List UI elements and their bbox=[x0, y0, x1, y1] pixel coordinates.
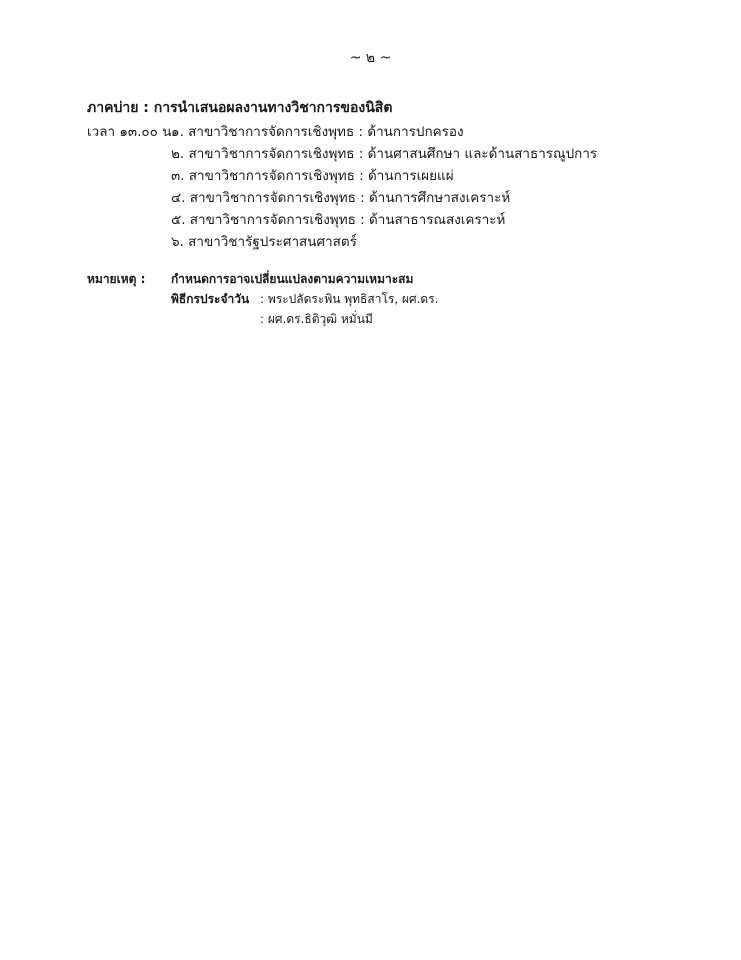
mc-name: : ผศ.ดร.ธิติวุฒิ หมั่นมี bbox=[260, 312, 373, 326]
remarks-note: กำหนดการอาจเปลี่ยนแปลงตามความเหมาะสม bbox=[171, 272, 414, 286]
schedule-item: ๓. สาขาวิชาการจัดการเชิงพุทธ : ด้านการเผยแผ่ bbox=[171, 168, 454, 184]
mc-name: : พระปลัดระพิน พุทธิสาโร, ผศ.ดร. bbox=[260, 292, 439, 306]
schedule-item: ๒. สาขาวิชาการจัดการเชิงพุทธ : ด้านศาสนศึกษา และด้านสาธารณูปการ bbox=[171, 146, 598, 162]
schedule-item: ๑. สาขาวิชาการจัดการเชิงพุทธ : ด้านการปกครอง bbox=[171, 124, 464, 140]
time-label: เวลา ๑๓.๐๐ น. bbox=[87, 124, 176, 140]
section-title: ภาคบ่าย : การนำเสนอผลงานทางวิชาการของนิสิต bbox=[87, 100, 393, 116]
page-number: ~ ๒ ~ bbox=[349, 50, 392, 66]
schedule-item: ๕. สาขาวิชาการจัดการเชิงพุทธ : ด้านสาธารณสงเคราะห์ bbox=[171, 212, 506, 228]
remarks-label: หมายเหตุ : bbox=[87, 272, 146, 286]
schedule-item: ๖. สาขาวิชารัฐประศาสนศาสตร์ bbox=[171, 234, 357, 250]
mc-label: พิธีกรประจำวัน bbox=[171, 292, 250, 306]
schedule-item: ๔. สาขาวิชาการจัดการเชิงพุทธ : ด้านการศึกษาสงเคราะห์ bbox=[171, 190, 511, 206]
